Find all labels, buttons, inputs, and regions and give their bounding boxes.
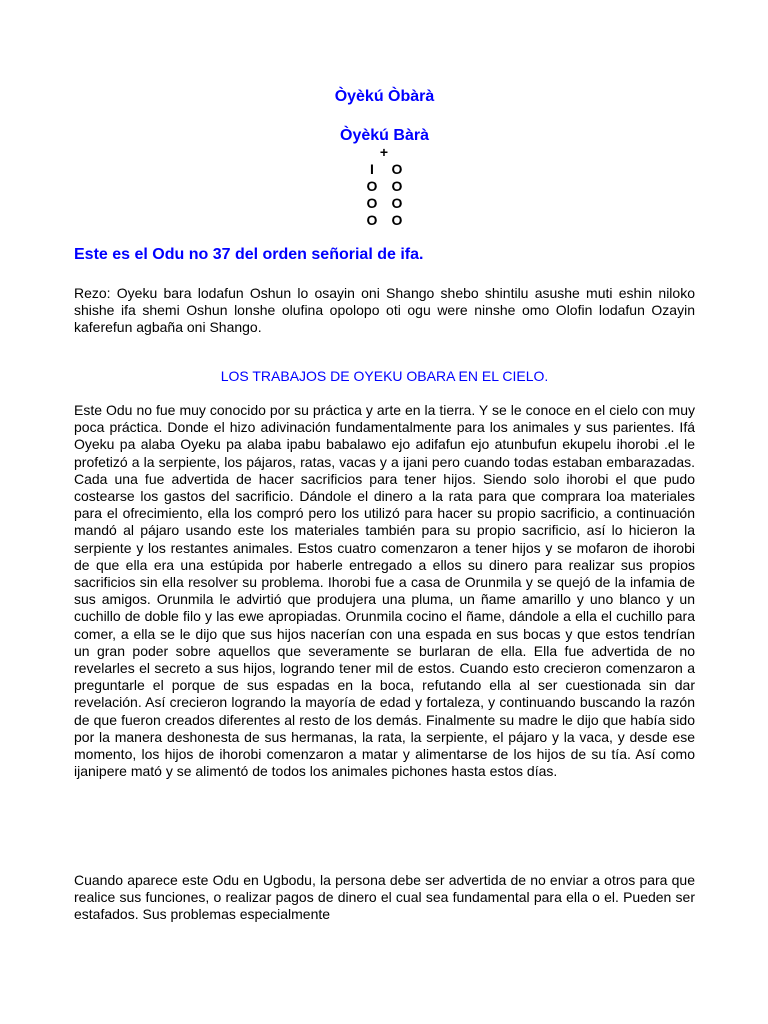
sign-mark-left: O (366, 212, 378, 228)
sign-mark-left: I (370, 161, 374, 177)
odu-heading: Este es el Odu no 37 del orden señorial de ifa. (74, 246, 424, 263)
odu-alt-title: Òyèkú Bàrà (340, 127, 429, 144)
section-title: LOS TRABAJOS DE OYEKU OBARA EN EL CIELO. (220, 368, 549, 384)
sign-row (74, 212, 695, 229)
sign-mark-right: O (391, 161, 403, 177)
sign-row (74, 161, 695, 178)
sign-mark-right: O (391, 178, 403, 194)
sign-row (74, 195, 695, 212)
odu-title: Òyèkú Òbàrà (334, 88, 435, 105)
sign-row (74, 178, 695, 195)
body-paragraph-2: Cuando aparece este Odu en Ugbodu, la persona debe ser advertida de no enviar a otros para que realice sus funciones, o realizar pagos de dinero el cual sea fundamental para ella o el. Pueden ser estafados. Sus problemas especialmente (74, 872, 695, 923)
odu-sign (74, 161, 695, 229)
sign-mark-right: O (391, 212, 403, 228)
rezo-paragraph: Rezo: Oyeku bara lodafun Oshun lo osayin oni Shango shebo shintilu asushe muti eshin niloko shishe ifa shemi Oshun lonshe olufina opolopo oti ogu were ninshe omo Olofin lodafun Ozayin kaferefun agbaña oni Shango. (74, 285, 695, 336)
plus-mark: + (379, 144, 389, 160)
sign-mark-left: O (366, 178, 378, 194)
sign-mark-right: O (391, 195, 403, 211)
odu-sign-plus (74, 144, 695, 161)
body-paragraph-1: Este Odu no fue muy conocido por su práctica y arte en la tierra. Y se le conoce en el cielo con muy poca práctica. Donde el hizo adivinación fundamentalmente para los animales y sus parientes. Ifá Oyeku pa alaba Oyeku pa alaba ipabu babalawo ejo adifafun ejo atunbufun ekupelu ihorobi .el le profetizó a la serpiente, los pájaros, ratas, vacas y a ijani pero cuando todas estaban embarazadas. Cada una fue advertida de hacer sacrificios para tener hijos. Siendo solo ihorobi el que pudo costearse los gastos del sacrificio. Dándole el dinero a la rata para que comprara loa materiales para el ofrecimiento, ella los compró pero los utilizó para hacer su propio sacrificio, a continuación mandó al pájaro usando este los materiales también para su propio sacrificio, así lo hicieron la serpiente y los restantes animales. Estos cuatro comenzaron a tener hijos y se mofaron de ihorobi de que ella era una estúpida por haberle entregado a ellos su dinero para realizar sus propios sacrificios sin ella resolver su problema. Ihorobi fue a casa de Orunmila y se quejó de la infamia de sus amigos. Orunmila le advirtió que produjera una pluma, un ñame amarillo y uno blanco y un cuchillo de doble filo y las ewe apropiadas. Orunmila cocino el ñame, dándole a ella el cuchillo para comer, a ella se le dijo que sus hijos nacerían con una espada en sus bocas y que estos tendrían un gran poder sobre aquellos que severamente se burlaran de ella. Ella fue advertida de no revelarles el secreto a sus hijos, logrando tener mil de estos. Cuando esto crecieron comenzaron a preguntarle el porque de sus espadas en la boca, refutando ella al ser cuestionada sin dar revelación. Así crecieron logrando la mayoría de edad y fortaleza, y continuando buscando la razón de que fueron creados diferentes al resto de los demás. Finalmente su madre le dijo que había sido por la manera deshonesta de sus hermanas, la rata, la serpiente, el pájaro y la vaca, y desde ese momento, los hijos de ihorobi comenzaron a matar y alimentarse de los hijos de su tía. Así como ijanipere mató y se alimentó de todos los animales pichones hasta estos días. (74, 402, 695, 780)
sign-mark-left: O (366, 195, 378, 211)
